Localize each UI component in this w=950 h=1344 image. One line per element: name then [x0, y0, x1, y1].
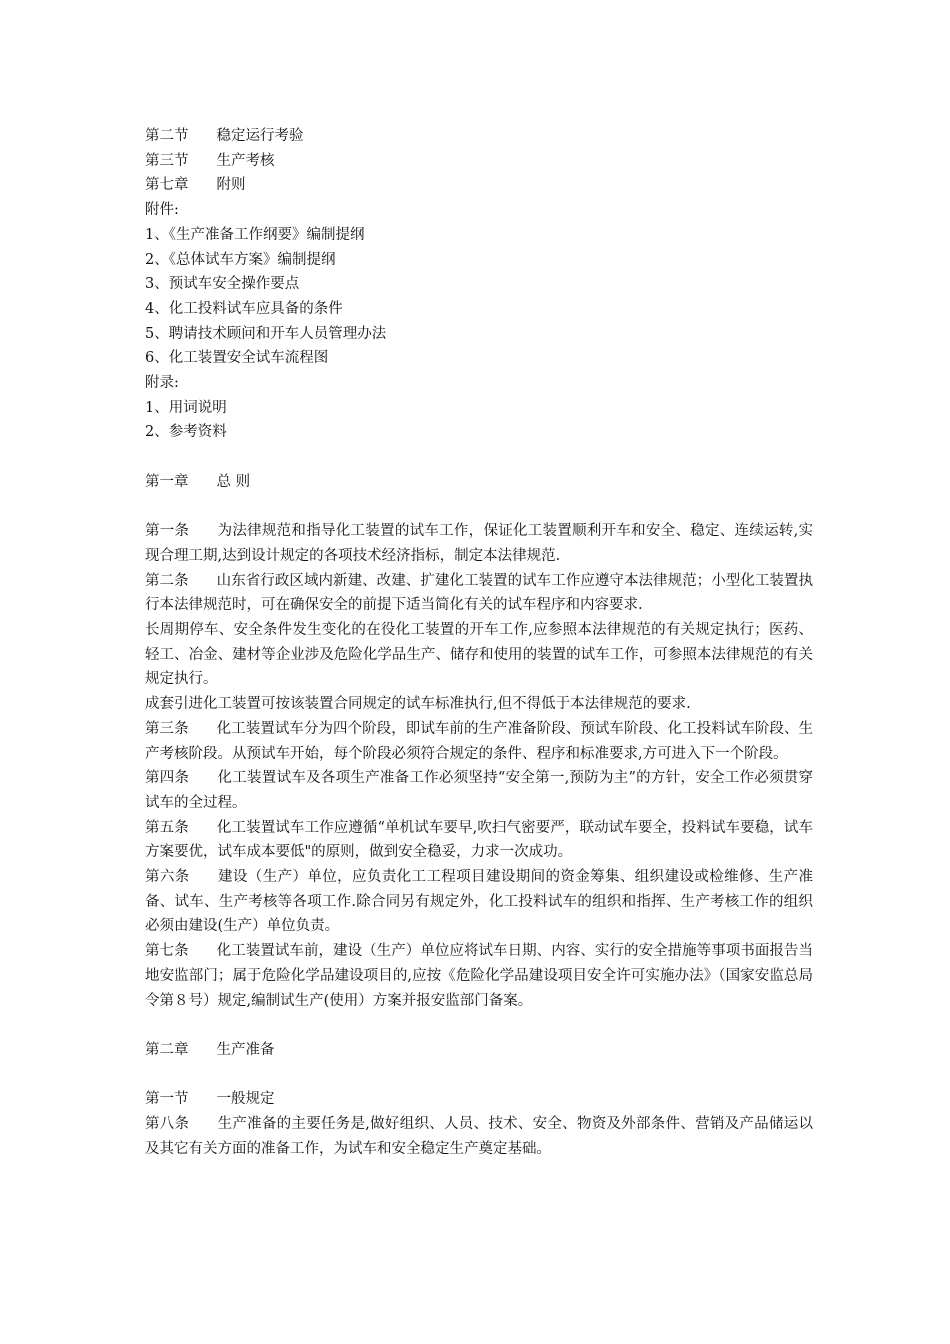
article-paragraph: [145, 865, 813, 939]
attachment-item: 2、《总体试车方案》编制提纲: [145, 251, 336, 268]
attachment-item: 3、预试车安全操作要点: [145, 276, 300, 293]
attachment-item: 5、聘请技术顾问和开车人员管理办法: [145, 325, 387, 342]
article-text: 山东省行政区域内新建、改建、扩建化工装置的试车工作应遵守本法律规范；小型化工装置执行本法律规范时，可在确保安全的前提下适当简化有关的试车程序和内容要求.: [145, 572, 814, 614]
toc-title: 生产考核: [216, 152, 275, 169]
article-label: 第五条: [145, 819, 189, 836]
toc-title: 稳定运行考验: [216, 128, 304, 144]
article-paragraph: [145, 519, 813, 568]
toc-label: 第七章: [145, 177, 189, 194]
toc-entry: [145, 173, 813, 198]
article-paragraph: [145, 766, 813, 815]
attachment-item: 4、化工投料试车应具备的条件: [145, 300, 343, 317]
article-label: 第三条: [145, 720, 189, 737]
article-paragraph: [145, 618, 813, 692]
toc-label: 第三节: [145, 152, 189, 169]
attachment-item: 6、化工装置安全试车流程图: [145, 350, 329, 367]
chapter-label: 第二章: [145, 1041, 189, 1058]
article-paragraph: [145, 717, 813, 766]
article-paragraph: [145, 939, 813, 1013]
article-text: 化工装置试车及各项生产准备工作必须坚持“安全第一,预防为主”的方针，安全工作必须贯穿试车的全过程。: [145, 770, 814, 811]
appendix-item: 1、用词说明: [145, 399, 227, 416]
article-text: 建设（生产）单位，应负责化工工程项目建设期间的资金筹集、组织建设或检维修、生产准备、试车、生产考核等各项工作.除合同另有规定外，化工投料试车的组织和指挥、生产考核工作的组织必须由建设(生产）单位负责。: [145, 869, 814, 935]
chapter-title: 生产准备: [216, 1041, 275, 1058]
article-label: 第六条: [145, 869, 190, 886]
appendix-item: 2、参考资料: [145, 424, 227, 441]
article-text: 为法律规范和指导化工装置的试车工作，保证化工装置顺利开车和安全、稳定、连续运转,实现合理工期,达到设计规定的各项技术经济指标，制定本法律规范.: [145, 523, 813, 564]
article-text: 长周期停车、安全条件发生变化的在役化工装置的开车工作,应参照本法律规范的有关规定执行；医药、轻工、冶金、建材等企业涉及危险化学品生产、储存和使用的装置的试车工作，可参照本法律规范的有关规定执行。: [145, 622, 813, 688]
section-heading: [145, 1087, 813, 1112]
article-label: 第八条: [145, 1116, 190, 1133]
section-title: 一般规定: [216, 1091, 275, 1108]
chapter-label: 第一章: [145, 473, 189, 490]
attachment-item: 1、《生产准备工作纲要》编制提纲: [145, 226, 365, 243]
spacer: [145, 445, 813, 470]
article-text: 化工装置试车前，建设（生产）单位应将试车日期、内容、实行的安全措施等事项书面报告当地安监部门；属于危险化学品建设项目的,应按《危险化学品建设项目安全许可实施办法》（国家安监总局令第８号）规定,编制试生产(使用）方案并报安监部门备案。: [145, 943, 814, 1009]
chapter-heading: [145, 470, 813, 495]
chapter-title: 总 则: [216, 473, 251, 490]
article-label: 第四条: [145, 770, 190, 787]
chapter-heading: [145, 1038, 813, 1063]
section-label: 第一节: [145, 1091, 189, 1108]
attachments-heading: 附件:: [145, 202, 179, 219]
article-paragraph: [145, 692, 813, 717]
document-page: [145, 124, 813, 1161]
article-paragraph: [145, 816, 813, 865]
spacer: [145, 1063, 813, 1088]
article-paragraph: [145, 569, 813, 618]
article-paragraph: [145, 1112, 813, 1161]
toc-entry: [145, 149, 813, 174]
toc-title: 附则: [216, 177, 246, 194]
appendix-heading: 附录:: [145, 375, 179, 392]
spacer: [145, 1013, 813, 1038]
article-text: 化工装置试车分为四个阶段，即试车前的生产准备阶段、预试车阶段、化工投料试车阶段、生产考核阶段。从预试车开始，每个阶段必须符合规定的条件、程序和标准要求,方可进入下一个阶段。: [145, 720, 814, 762]
article-text: 化工装置试车工作应遵循“单机试车要早,吹扫气密要严，联动试车要全，投料试车要稳，试车方案要优，试车成本要低"的原则，做到安全稳妥，力求一次成功。: [145, 819, 814, 861]
toc-entry: [145, 124, 813, 149]
article-label: 第七条: [145, 943, 189, 960]
spacer: [145, 495, 813, 520]
article-label: 第二条: [145, 572, 189, 589]
article-text: 生产准备的主要任务是,做好组织、人员、技术、安全、物资及外部条件、营销及产品储运以及其它有关方面的准备工作，为试车和安全稳定生产奠定基础。: [145, 1116, 813, 1157]
toc-label: 第二节: [145, 128, 189, 144]
article-label: 第一条: [145, 523, 190, 540]
article-text: 成套引进化工装置可按该装置合同规定的试车标准执行,但不得低于本法律规范的要求.: [145, 696, 691, 713]
